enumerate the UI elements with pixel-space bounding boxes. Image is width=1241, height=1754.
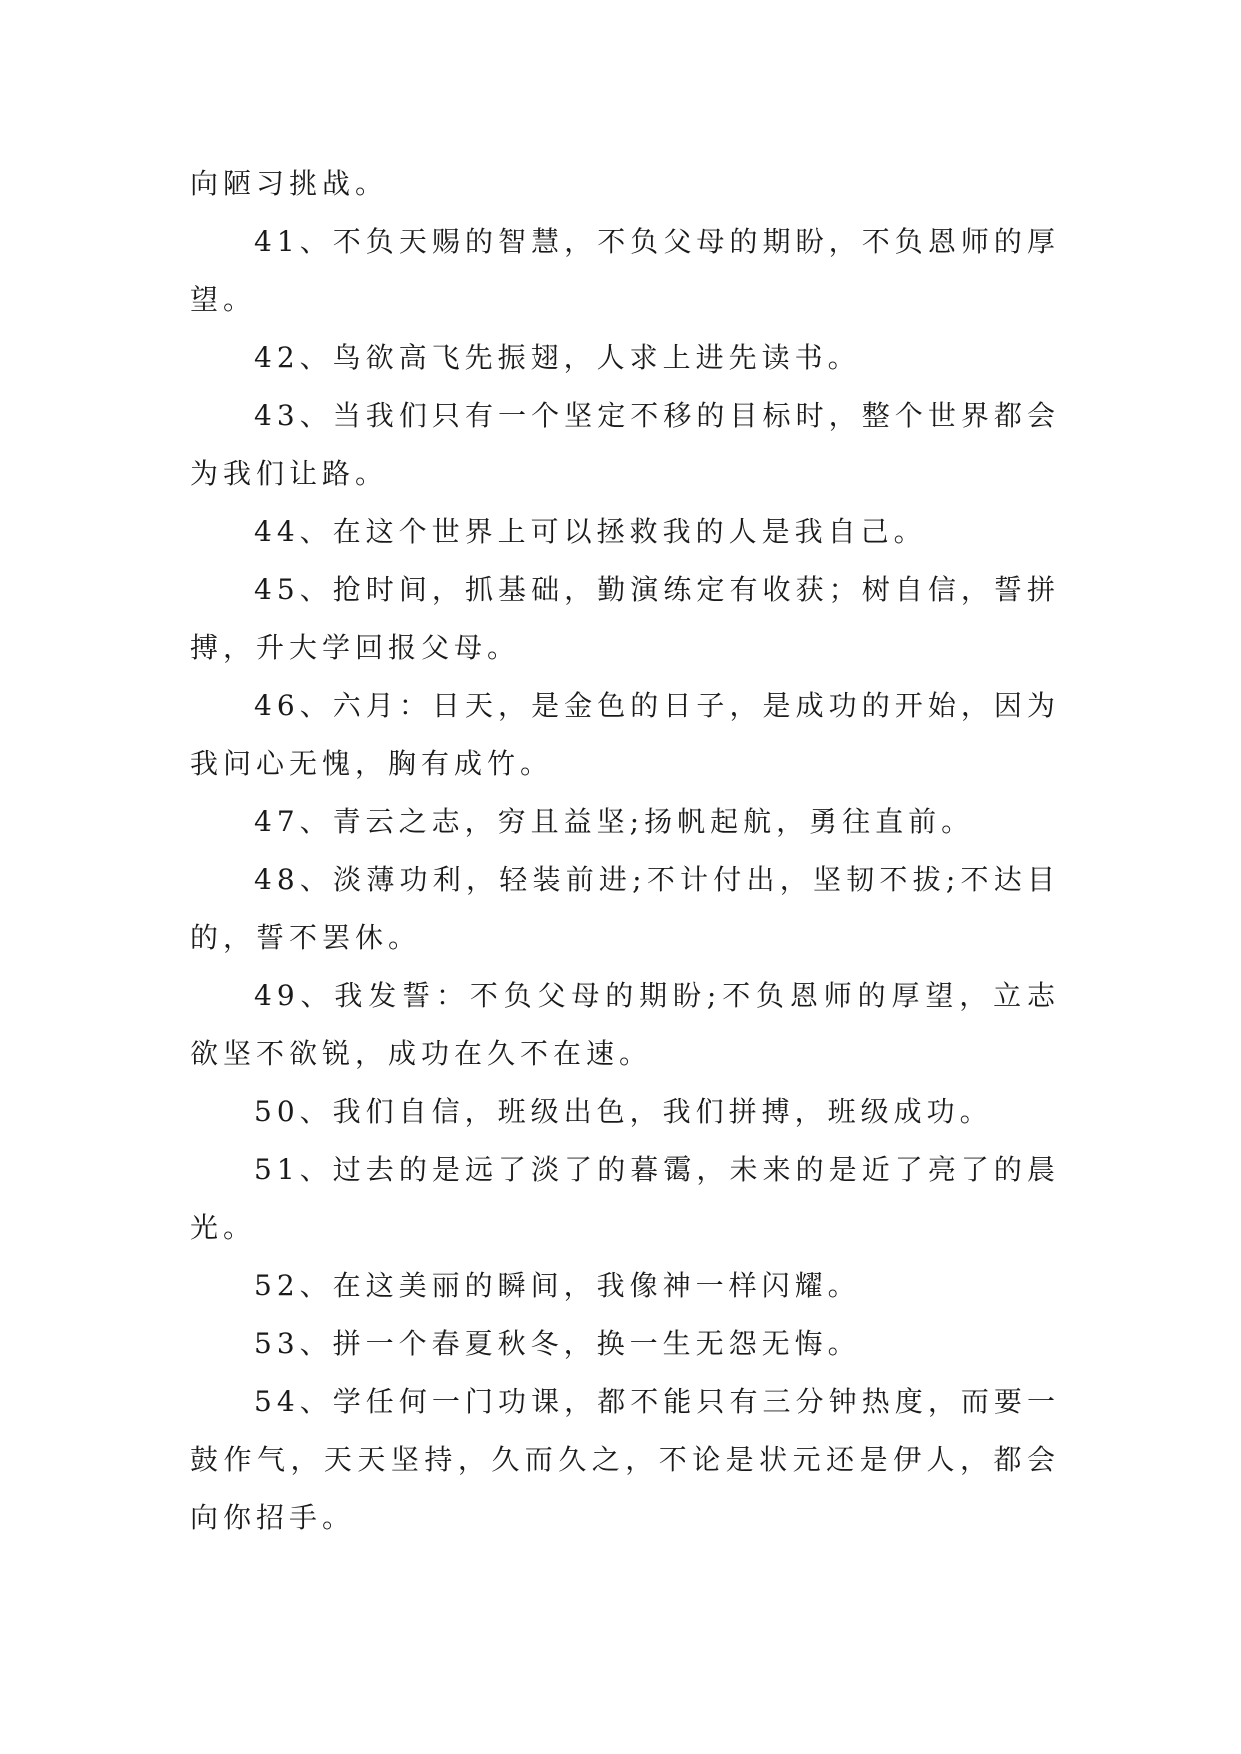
paragraph-continuation: 向陋习挑战。 xyxy=(190,167,389,200)
paragraph-44: 44、在这个世界上可以拯救我的人是我自己。 xyxy=(254,515,927,548)
paragraph-50: 50、我们自信，班级出色，我们拼搏，班级成功。 xyxy=(254,1095,993,1128)
paragraph-47: 47、青云之志，穷且益坚;扬帆起航，勇往直前。 xyxy=(254,805,975,838)
paragraph-43: 43、当我们只有一个坚定不移的目标时，整个世界都会为我们让路。 xyxy=(190,399,1060,490)
paragraph-49: 49、我发誓：不负父母的期盼;不负恩师的厚望，立志欲坚不欲锐，成功在久不在速。 xyxy=(190,979,1060,1070)
paragraph-48: 48、淡薄功利，轻装前进;不计付出，坚韧不拔;不达目的，誓不罢休。 xyxy=(190,863,1060,954)
paragraph-41: 41、不负天赐的智慧，不负父母的期盼，不负恩师的厚望。 xyxy=(190,225,1060,316)
paragraph-51: 51、过去的是远了淡了的暮霭，未来的是近了亮了的晨光。 xyxy=(190,1153,1060,1244)
paragraph-45: 45、抢时间，抓基础，勤演练定有收获；树自信，誓拼搏，升大学回报父母。 xyxy=(190,573,1060,664)
document-body xyxy=(190,155,1060,1547)
paragraph-54: 54、学任何一门功课，都不能只有三分钟热度，而要一鼓作气，天天坚持，久而久之，不论是状元还是伊人，都会向你招手。 xyxy=(190,1385,1060,1534)
paragraph-46: 46、六月：日天，是金色的日子，是成功的开始，因为我问心无愧，胸有成竹。 xyxy=(190,689,1060,780)
paragraph-52: 52、在这美丽的瞬间，我像神一样闪耀。 xyxy=(254,1269,861,1302)
paragraph-53: 53、拼一个春夏秋冬，换一生无怨无悔。 xyxy=(254,1327,861,1360)
paragraph-42: 42、鸟欲高飞先振翅，人求上进先读书。 xyxy=(254,341,861,374)
